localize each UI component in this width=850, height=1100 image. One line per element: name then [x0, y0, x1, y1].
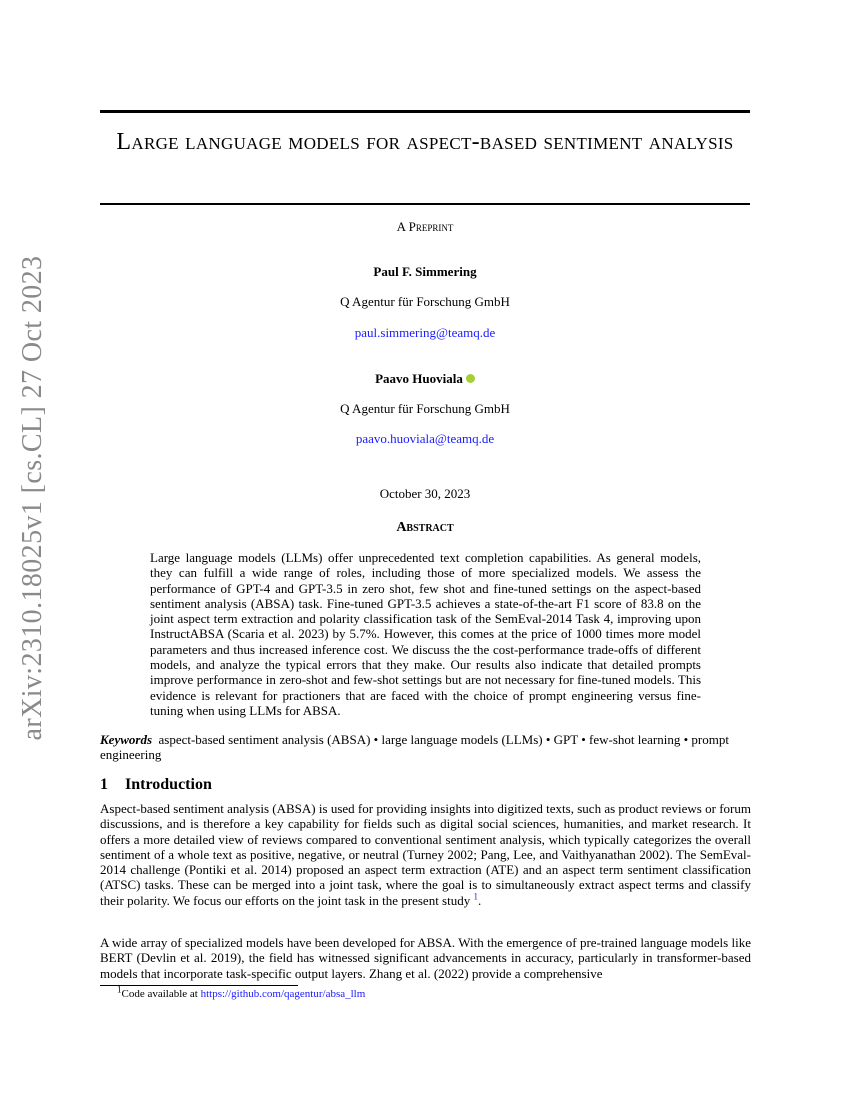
author-email-link[interactable]: paul.simmering@teamq.de [354, 325, 496, 340]
abstract-text: Large language models (LLMs) offer unprecedented text completion capabilities. As general models, they can fulfill a wide range of roles, including those of more specialized models. We assess the performance of GPT-4 and GPT-3.5 in zero shot, few shot and fine-tuned settings on the aspect-based sentiment analysis (ABSA) task. Fine-tuned GPT-3.5 achieves a state-of-the-art F1 score of 83.8 on the joint aspect term extraction and polarity classification task of the SemEval-2014 Task 4, improving upon InstructABSA (Scaria et al. 2023) by 5.7%. However, this comes at the price of 1000 times more model parameters and thus increased inference cost. We discuss the the cost-performance trade-offs of different models, and analyze the typical errors that they make. Our results also indicate that detailed prompts improve performance in zero-shot and few-shot settings but are not necessary for fine-tuned models. This evidence is relevant for practioners that are faced with the choice of prompt engineering versus fine-tuning when using LLMs for ABSA. [150, 550, 701, 718]
paper-title: Large language models for aspect-based sentiment analysis [116, 129, 734, 155]
section-heading [100, 776, 212, 794]
title-bottom-rule [100, 203, 750, 205]
section-number: 1 [100, 776, 108, 793]
orcid-icon[interactable] [466, 374, 475, 383]
author-name: Paavo Huoviala [375, 371, 463, 386]
footnote-marker-link[interactable]: 1 [473, 891, 478, 902]
paragraph-tail: . [477, 892, 482, 908]
paragraph-text: A wide array of specialized models have been developed for ABSA. With the emergence of pre-trained language models like BERT (Devlin et al. 2019), the field has witnessed significant advancements in accuracy, particularly in transformer-based models that incorporate task-specific output layers. Zhang et al. (2022) provide a comprehensive [100, 935, 751, 981]
author-affiliation: Q Agentur für Forschung GmbH [340, 401, 510, 416]
github-link[interactable]: https://github.com/qagentur/absa_llm [200, 988, 366, 1000]
keywords [100, 732, 751, 763]
title-top-rule [100, 110, 750, 113]
footnote-mark: 1 [117, 984, 122, 995]
paragraph [100, 935, 751, 981]
section-title: Introduction [125, 776, 212, 793]
keywords-label: Keywords [100, 732, 152, 747]
author-name: Paul F. Simmering [373, 264, 477, 279]
abstract-heading: Abstract [396, 520, 454, 535]
author-email-link[interactable]: paavo.huoviala@teamq.de [355, 431, 495, 446]
author-affiliation: Q Agentur für Forschung GmbH [340, 294, 510, 309]
paper-date: October 30, 2023 [379, 486, 471, 501]
paragraph-text: Aspect-based sentiment analysis (ABSA) is used for providing insights into digitized texts, such as product reviews or forum discussions, and is therefore a key capability for fields such as digital social sciences, humanities, and market research. It offers a more detailed view of reviews compared to conventional sentiment analysis, which typically categorizes the overall sentiment of a whole text as positive, negative, or neutral (Turney 2002; Pang, Lee, and Vaithyanathan 2002). The SemEval-2014 challenge (Pontiki et al. 2014) proposed an aspect term extraction (ATE) and an aspect term sentiment classification (ATSC) tasks. These can be merged into a joint task, where the goal is to simultaneously extract aspect terms and classify their polarity. We focus our efforts on the joint task in the present study [100, 801, 751, 908]
arxiv-side-stamp: arXiv:2310.18025v1 [cs.CL] 27 Oct 2023 [17, 255, 48, 741]
keywords-text: aspect-based sentiment analysis (ABSA) • large language models (LLMs) • GPT • few-shot learning • prompt engineering [100, 732, 729, 763]
paragraph [100, 801, 751, 908]
footnote-text: Code available at [121, 988, 201, 1000]
footnote-rule [100, 985, 298, 986]
footnote [117, 984, 366, 1000]
preprint-label: A Preprint [396, 219, 454, 234]
